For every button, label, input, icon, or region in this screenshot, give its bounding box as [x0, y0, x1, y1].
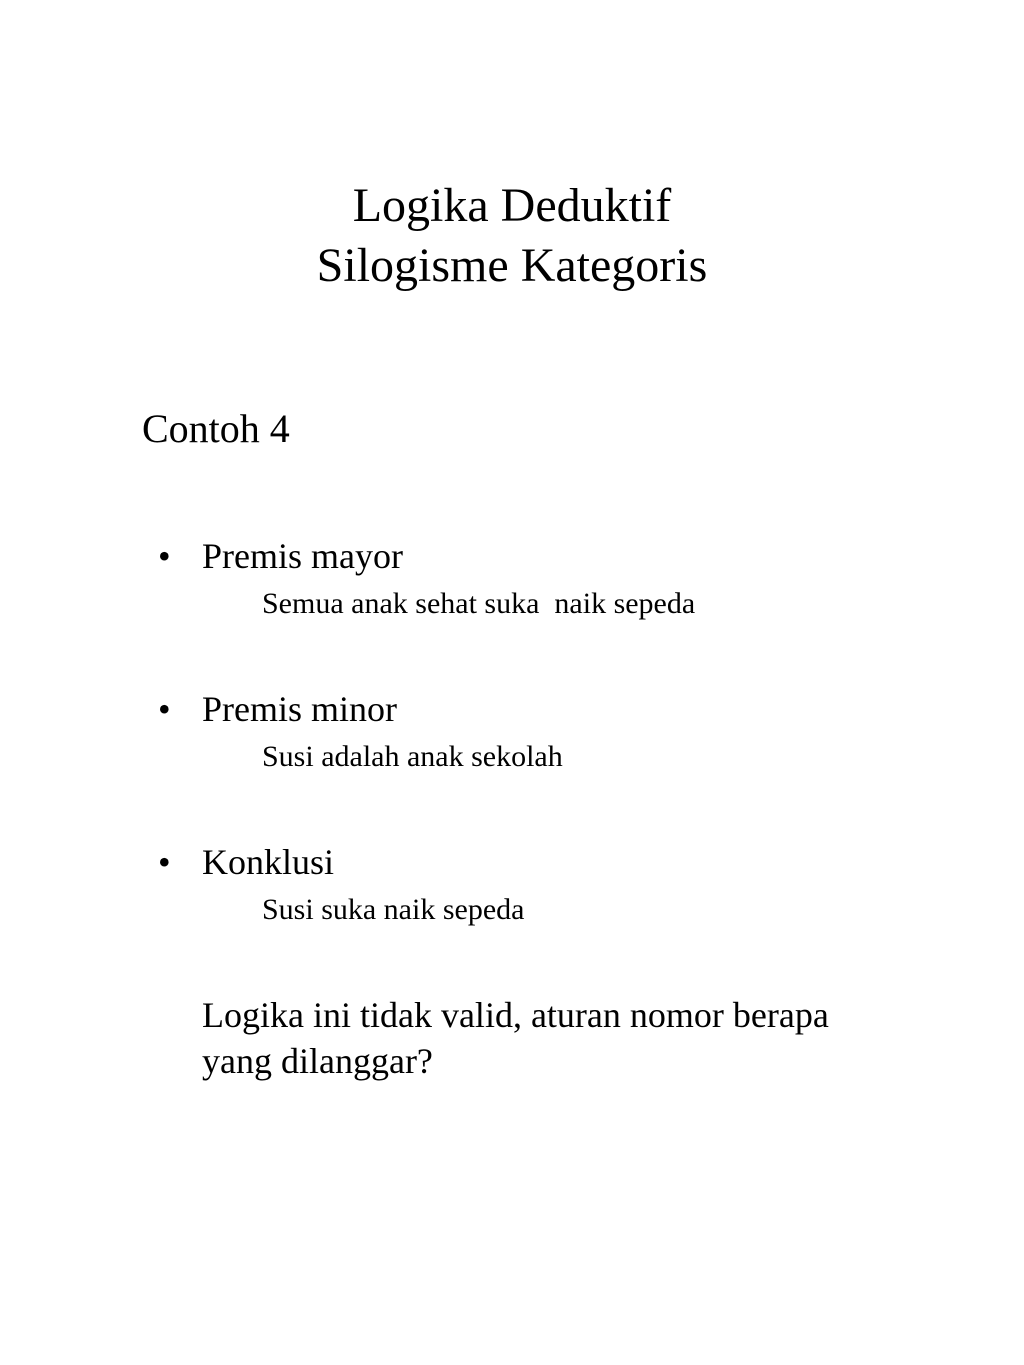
bullet-label: Premis minor [202, 689, 397, 729]
bullet-detail: Susi suka naik sepeda [262, 893, 525, 926]
bullet-icon: • [158, 689, 171, 729]
question-text: Logika ini tidak valid, aturan nomor berapa yang dilanggar? [202, 995, 829, 1081]
bullet-detail: Susi adalah anak sekolah [262, 740, 563, 773]
title-line-1: Logika Deduktif [352, 179, 672, 232]
example-heading: Contoh 4 [142, 406, 290, 451]
bullet-label: Premis mayor [202, 536, 403, 576]
bullet-label: Konklusi [202, 842, 335, 882]
bullet-icon: • [158, 842, 171, 882]
bullet-icon: • [158, 536, 171, 576]
slide-title [0, 176, 1024, 296]
title-line-2: Silogisme Kategoris [316, 239, 708, 292]
bullet-detail: Semua anak sehat suka naik sepeda [262, 587, 696, 620]
